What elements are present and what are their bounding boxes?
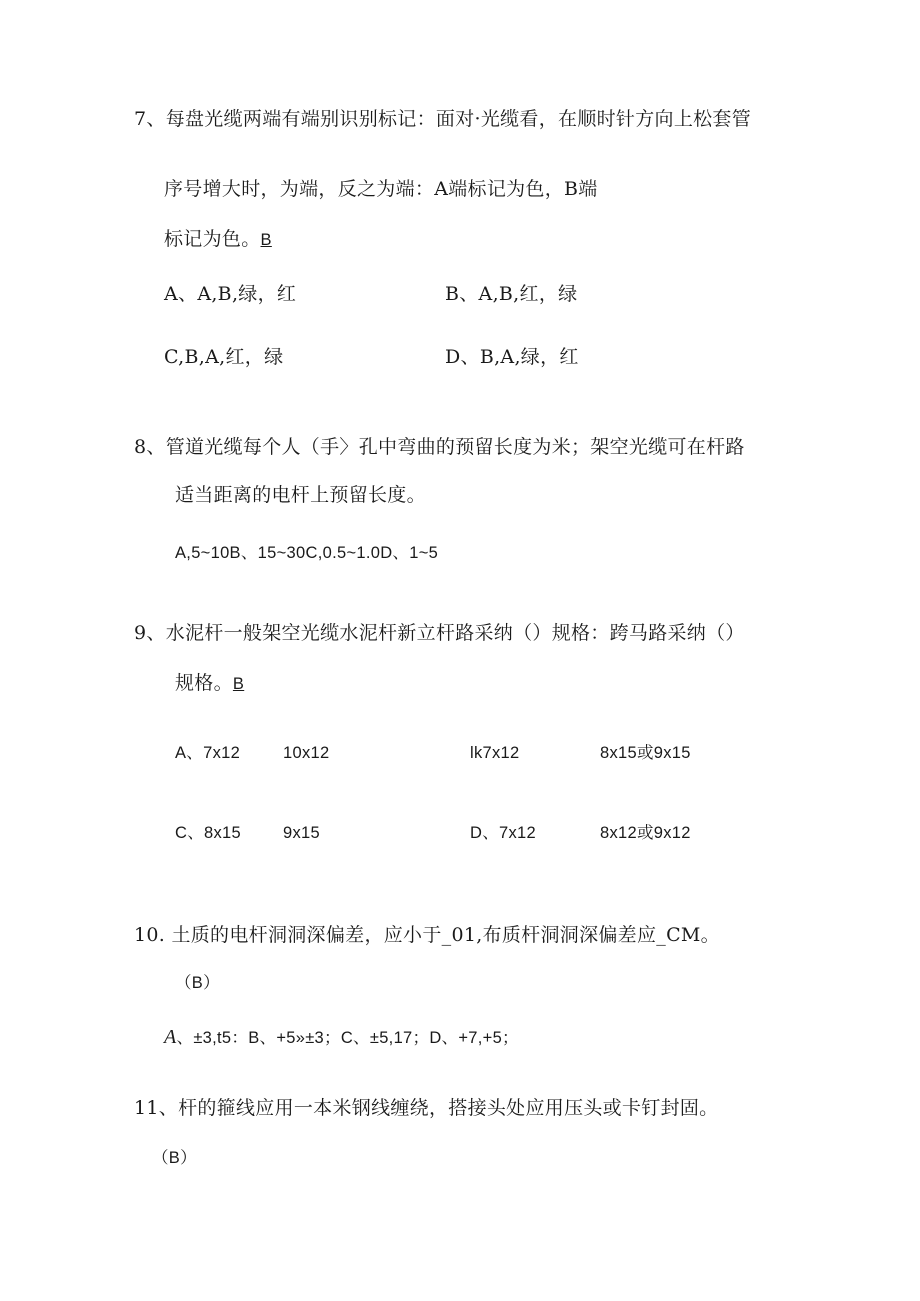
q7-text-line2: 序号增大时，为端，反之为端：A端标记为色，B端 xyxy=(164,178,598,200)
q9-option-b-alt: 8x15或9x15 xyxy=(600,744,691,762)
q7-text-line3-body: 标记为色。 xyxy=(164,228,261,250)
q9-option-a-alt: 10x12 xyxy=(283,744,330,762)
q7-text-line3 xyxy=(164,226,272,253)
q8-text-line2: 适当距离的电杆上预留长度。 xyxy=(175,484,426,506)
q7-option-d: D、B,A,绿，红 xyxy=(445,346,579,368)
q7-option-a: A、A,B,绿，红 xyxy=(164,283,297,305)
q10-answer: （B） xyxy=(175,974,220,992)
q9-option-c: C、8x15 xyxy=(175,824,241,842)
q7-option-b: B、A,B,红，绿 xyxy=(445,283,578,305)
q7-answer: B xyxy=(260,231,272,249)
q9-text-line1: 9、水泥杆一般架空光缆水泥杆新立杆路采纳（）规格：跨马路采纳（） xyxy=(134,622,745,644)
q7-text-line1: 7、每盘光缆两端有端别识别标记：面对·光缆看，在顺时针方向上松套管 xyxy=(134,108,752,130)
q9-option-d-alt: 8x12或9x12 xyxy=(600,824,691,842)
q9-option-d: D、7x12 xyxy=(470,824,536,842)
q9-option-c-alt: 9x15 xyxy=(283,824,320,842)
q10-options-prefix: A xyxy=(164,1026,177,1048)
q11-answer: （B） xyxy=(152,1149,197,1167)
q9-text-line2 xyxy=(175,670,244,697)
q10-text-line1: 10. 土质的电杆洞洞深偏差，应小于_01,布质杆洞洞深偏差应_CM。 xyxy=(134,924,720,946)
q7-option-c: C,B,A,红，绿 xyxy=(164,346,284,368)
q10-options-body: 、±3,t5：B、+5»±3；C、±5,17；D、+7,+5； xyxy=(176,1029,519,1047)
q8-options: A,5~10B、15~30C,0.5~1.0D、1~5 xyxy=(175,544,439,562)
q11-text-line1: 11、杆的箍线应用一本米钢线缠绕，搭接头处应用压头或卡钉封固。 xyxy=(134,1097,719,1119)
q9-option-a: A、7x12 xyxy=(175,744,241,762)
q9-answer: B xyxy=(232,675,245,693)
q9-text-line2-body: 规格。 xyxy=(175,672,233,694)
q8-text-line1: 8、管道光缆每个人（手〉孔中弯曲的预留长度为米；架空光缆可在杆路 xyxy=(134,436,745,458)
q9-option-b: lk7x12 xyxy=(470,744,520,762)
q10-options xyxy=(164,1024,519,1051)
